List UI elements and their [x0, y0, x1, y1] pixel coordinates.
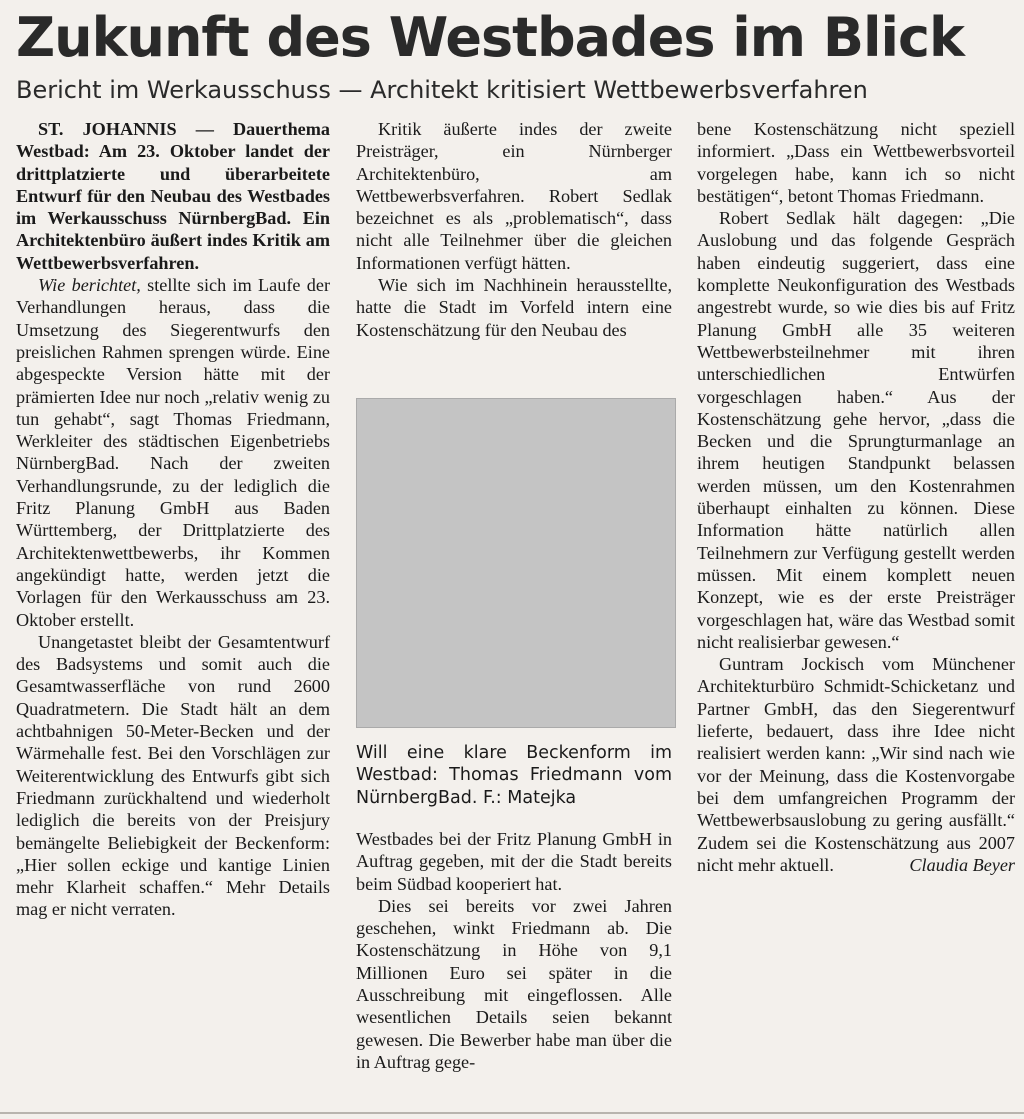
lead-paragraph: ST. JOHANNIS — Dauerthema Westbad: Am 23. Oktober landet der drittplatzierte und überarbeitete Entwurf für den Neubau des Westbades im Werkausschuss NürnbergBad. Ein Architektenbüro äußert indes Kritik am Wettbewerbsverfahren.: [16, 119, 330, 273]
body-paragraph: Dies sei bereits vor zwei Jahren geschehen, winkt Friedmann ab. Die Kostenschätzung in Höhe von 9,1 Millionen Euro sei später in die Ausschreibung mit eingeflossen. Alle wesentlichen Details seien bekannt gewesen. Die Bewerber habe man über die in Auftrag gege-: [356, 895, 672, 1072]
bottom-rule: [0, 1112, 1024, 1114]
body-paragraph: Robert Sedlak hält dagegen: „Die Auslobung und das folgende Gespräch haben eindeutig suggeriert, dass eine komplette Neukonfiguration des Westbads angestrebt wurde, so wie dies bis auf Fritz Planung GmbH alle 35 weiteren Wettbewerbsteilnehmer mit ihren unterschiedlichen Entwürfen vorgeschlagen haben.“ Aus der Kostenschätzung gehe hervor, „dass die Becken und die Sprungturmanlage an ihrem heutigen Standpunkt belassen werden müssen, um den Kostenrahmen überhaupt einhalten zu können. Diese Information hätte natürlich allen Teilnehmern zur Verfügung gestellt werden müssen. Mit einem komplett neuen Konzept, wie es der erste Preisträger vorgeschlagen hat, wäre das Westbad somit nicht realisierbar gewesen.“: [697, 208, 1015, 652]
subheadline: Bericht im Werkausschuss — Architekt kritisiert Wettbewerbsverfahren: [16, 76, 868, 104]
body-paragraph: Westbades bei der Fritz Planung GmbH in Auftrag gegeben, mit der die Stadt bereits beim Südbad kooperiert hat.: [356, 829, 672, 894]
body-paragraph: [16, 274, 330, 631]
body-paragraph: [697, 653, 1015, 876]
photo-caption: Will eine klare Beckenform im Westbad: Thomas Friedmann vom NürnbergBad. F.: Matejka: [356, 743, 672, 808]
intro-italic: Wie berichtet,: [38, 275, 141, 296]
headline: Zukunft des Westbades im Blick: [16, 6, 964, 69]
body-text: Guntram Jockisch vom Münchener Architekturbüro Schmidt-Schicketanz und Partner GmbH, das den Siegerentwurf lieferte, bedauert, dass ihre Idee nicht realisiert werden kann: „Wir sind nach wie vor der Meinung, dass die Kostenvorgabe bei dem umfangreichen Programm der Wettbewerbsauslobung zu gering ausfällt.“ Zudem sei die Kostenschätzung aus 2007 nicht mehr aktuell.: [697, 654, 1015, 875]
body-text: stellte sich im Laufe der Verhandlungen heraus, dass die Umsetzung des Siegerentwurfs den preislichen Rahmen sprengen würde. Eine abgespeckte Version hätte mit der prämierten Idee nur noch „relativ wenig zu tun gehabt“, sagt Thomas Friedmann, Werkleiter des städtischen Eigenbetriebs NürnbergBad. Nach der zweiten Verhandlungsrunde, zu der lediglich die Fritz Planung GmbH aus Baden Württemberg, der Drittplatzierte des Architektenwettbewerbs, ihr Kommen angekündigt hatte, werden jetzt die Vorlagen für den Werkausschuss am 23. Oktober erstellt.: [16, 275, 330, 630]
body-paragraph: Wie sich im Nachhinein herausstellte, hatte die Stadt im Vorfeld intern eine Kostenschätzung für den Neubau des: [356, 275, 672, 340]
body-paragraph: Kritik äußerte indes der zweite Preisträger, ein Nürnberger Architektenbüro, am Wettbewerbsverfahren. Robert Sedlak bezeichnet es als „problematisch“, dass nicht alle Teilnehmer über die gleichen Informationen verfügt hätten.: [356, 119, 672, 273]
article-photo: [356, 398, 676, 728]
body-paragraph: bene Kostenschätzung nicht speziell informiert. „Dass ein Wettbewerbsvorteil vorgelegen habe, kann ich so nicht bestätigen“, betont Thomas Friedmann.: [697, 119, 1015, 206]
article-column-2: [356, 118, 672, 341]
article-column-3: [697, 118, 1015, 876]
body-paragraph: Unangetastet bleibt der Gesamtentwurf des Badsystems und somit auch die Gesamtwasserfläche von rund 2600 Quadratmetern. Die Stadt hält an dem achtbahnigen 50-Meter-Becken und der Wärmehalle fest. Bei den Vorschlägen zur Weiterentwicklung des Entwurfs gibt sich Friedmann zurückhaltend und wiederholt lediglich die bereits von der Preisjury bemängelte Beliebigkeit der Beckenform: „Hier sollen eckige und kantige Linien mehr Klarheit schaffen.“ Mehr Details mag er nicht verraten.: [16, 631, 330, 920]
author-byline: Claudia Beyer: [909, 854, 1015, 875]
article-column-1: [16, 118, 330, 921]
article-column-2-continued: [356, 828, 672, 1073]
